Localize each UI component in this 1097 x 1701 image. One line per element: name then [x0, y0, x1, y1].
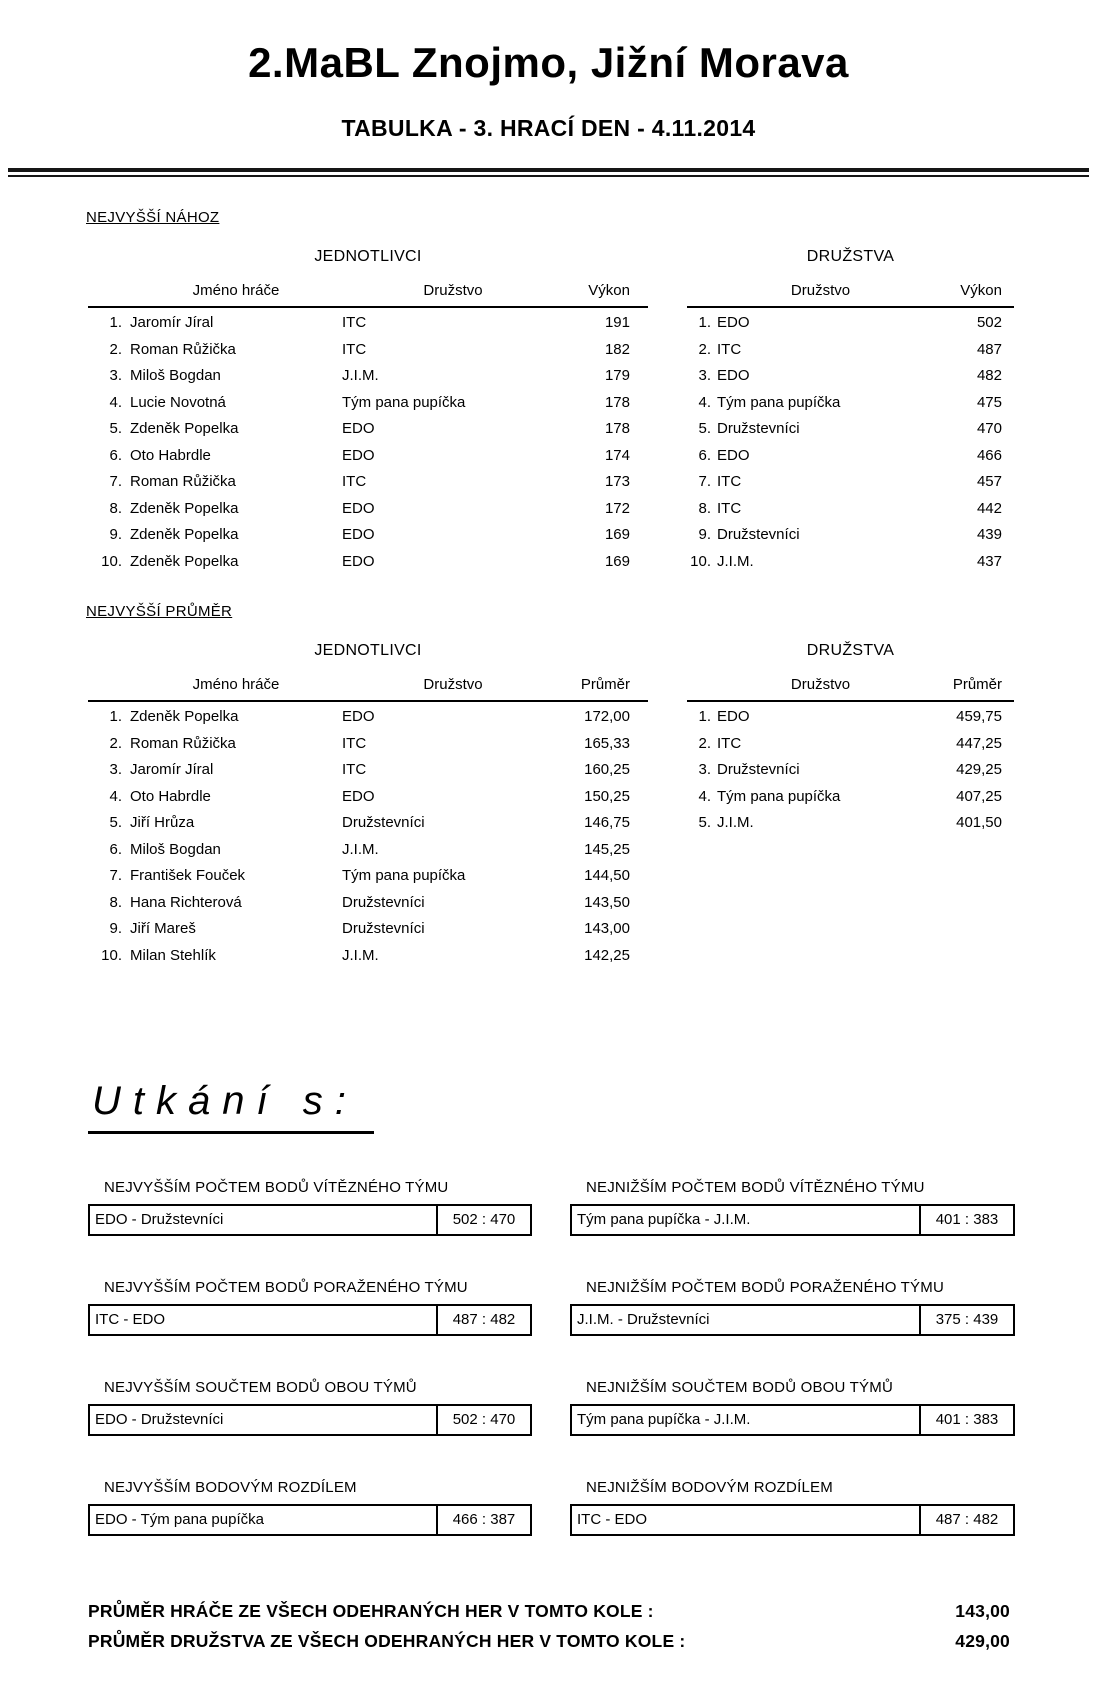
- match-teams: EDO - Družstevníci: [95, 1211, 224, 1229]
- table-row: [88, 837, 648, 864]
- table-row: [88, 890, 648, 917]
- cell-team: ITC: [717, 473, 742, 491]
- table-header-row: [687, 676, 1014, 702]
- table-row: [88, 549, 648, 576]
- cell-value: 447,25: [956, 734, 1002, 752]
- table-row: [88, 443, 648, 470]
- cell-player-name: Jiří Hrůza: [130, 814, 195, 832]
- cell-rank: 5.: [109, 420, 122, 438]
- cell-rank: 1.: [698, 314, 711, 332]
- table-row: [88, 337, 648, 364]
- cell-team: J.I.M.: [717, 552, 754, 570]
- page-title: 2.MaBL Znojmo, Jižní Morava: [248, 39, 849, 86]
- cell-value: 150,25: [584, 787, 630, 805]
- cell-team: Tým pana pupíčka: [342, 867, 466, 885]
- match-stat-box: [88, 1404, 532, 1436]
- table-title-teams: DRUŽSTVA: [806, 248, 895, 266]
- cell-value: 407,25: [956, 787, 1002, 805]
- cell-rank: 8.: [109, 893, 122, 911]
- match-stat: [570, 1180, 1015, 1236]
- cell-player-name: Jaromír Jíral: [130, 761, 214, 779]
- cell-rank: 7.: [698, 473, 711, 491]
- column-header-value: Výkon: [960, 282, 1002, 300]
- cell-player-name: Roman Růžička: [130, 340, 236, 358]
- table-header-row: [88, 676, 648, 702]
- table-row: [88, 522, 648, 549]
- match-stat-box: [570, 1404, 1015, 1436]
- cell-team: EDO: [342, 420, 375, 438]
- cell-team: ITC: [717, 499, 742, 517]
- cell-value: 442: [976, 499, 1002, 517]
- cell-team: J.I.M.: [342, 840, 379, 858]
- header-rank-spacer: [88, 282, 122, 299]
- cell-rank: 6.: [109, 840, 122, 858]
- match-teams: Tým pana pupíčka - J.I.M.: [577, 1211, 751, 1229]
- cell-value: 475: [976, 393, 1002, 411]
- cell-value: 178: [604, 420, 630, 438]
- cell-player-name: Milan Stehlík: [130, 946, 216, 964]
- cell-team: EDO: [342, 526, 375, 544]
- cell-player-name: Lucie Novotná: [130, 393, 226, 411]
- table-title-individuals: JEDNOTLIVCI: [314, 642, 422, 660]
- cell-value: 172: [604, 499, 630, 517]
- table-header-row: [687, 282, 1014, 308]
- cell-value: 142,25: [584, 946, 630, 964]
- cell-player-name: Oto Habrdle: [130, 787, 211, 805]
- nahoz-teams-table: [687, 248, 1014, 575]
- table-row: [88, 363, 648, 390]
- table-body: [687, 702, 1014, 837]
- match-stat: [88, 1380, 532, 1436]
- cell-team: Tým pana pupíčka: [342, 393, 466, 411]
- cell-team: ITC: [342, 473, 367, 491]
- cell-rank: 9.: [109, 526, 122, 544]
- cell-player-name: Miloš Bogdan: [130, 367, 221, 385]
- match-stat-label: NEJNIŽŠÍM SOUČTEM BODŮ OBOU TÝMŮ: [586, 1379, 893, 1397]
- cell-rank: 5.: [698, 814, 711, 832]
- table-row: [88, 310, 648, 337]
- table-row: [88, 731, 648, 758]
- match-stat-label: NEJNIŽŠÍM POČTEM BODŮ VÍTĚZNÉHO TÝMU: [586, 1179, 925, 1197]
- match-score: 487 : 482: [919, 1506, 1013, 1534]
- match-stat-box: [88, 1204, 532, 1236]
- cell-team: ITC: [342, 340, 367, 358]
- table-row: [687, 757, 1014, 784]
- cell-team: ITC: [717, 734, 742, 752]
- cell-player-name: Roman Růžička: [130, 473, 236, 491]
- cell-value: 437: [976, 552, 1002, 570]
- cell-player-name: Jiří Mareš: [130, 920, 196, 938]
- cell-rank: 10.: [690, 552, 711, 570]
- match-teams: ITC - EDO: [95, 1311, 165, 1329]
- cell-team: Družstevníci: [717, 761, 800, 779]
- cell-team: Družstevníci: [717, 526, 800, 544]
- table-row: [687, 549, 1014, 576]
- table-row: [88, 704, 648, 731]
- cell-value: 169: [604, 552, 630, 570]
- cell-team: EDO: [342, 552, 375, 570]
- match-teams: ITC - EDO: [577, 1511, 647, 1529]
- cell-rank: 9.: [698, 526, 711, 544]
- table-header-row: [88, 282, 648, 308]
- utkani-stats-grid: [88, 1180, 1097, 1536]
- column-header-name: Jméno hráče: [192, 676, 280, 694]
- cell-team: Tým pana pupíčka: [717, 787, 841, 805]
- cell-value: 459,75: [956, 708, 1002, 726]
- cell-rank: 4.: [109, 393, 122, 411]
- table-row: [687, 443, 1014, 470]
- summary-row: [88, 1626, 1010, 1656]
- match-teams: J.I.M. - Družstevníci: [577, 1311, 710, 1329]
- match-stat-box: [88, 1304, 532, 1336]
- cell-player-name: Roman Růžička: [130, 734, 236, 752]
- cell-value: 143,00: [584, 920, 630, 938]
- summary-label: PRŮMĚR HRÁČE ZE VŠECH ODEHRANÝCH HER V TOMTO KOLE :: [88, 1601, 654, 1622]
- match-teams: Tým pana pupíčka - J.I.M.: [577, 1411, 751, 1429]
- table-body: [88, 308, 648, 575]
- match-stat-box: [570, 1304, 1015, 1336]
- cell-rank: 5.: [109, 814, 122, 832]
- cell-rank: 3.: [698, 761, 711, 779]
- double-rule-divider: [8, 168, 1089, 177]
- cell-value: 502: [976, 314, 1002, 332]
- table-row: [88, 943, 648, 970]
- cell-team: EDO: [342, 446, 375, 464]
- table-row: [88, 757, 648, 784]
- cell-rank: 4.: [698, 787, 711, 805]
- cell-rank: 3.: [109, 367, 122, 385]
- header-rank-spacer: [88, 676, 122, 693]
- cell-team: EDO: [342, 499, 375, 517]
- cell-rank: 2.: [698, 734, 711, 752]
- cell-value: 439: [976, 526, 1002, 544]
- cell-player-name: Zdeněk Popelka: [130, 552, 239, 570]
- column-header-value: Výkon: [588, 282, 630, 300]
- cell-value: 191: [604, 314, 630, 332]
- cell-value: 179: [604, 367, 630, 385]
- summary-row: [88, 1596, 1010, 1626]
- summary-value: 429,00: [955, 1631, 1010, 1652]
- table-row: [687, 390, 1014, 417]
- section-heading-nahoz: NEJVYŠŠÍ NÁHOZ: [86, 209, 220, 227]
- cell-team: ITC: [342, 761, 367, 779]
- match-teams: EDO - Družstevníci: [95, 1411, 224, 1429]
- match-teams: EDO - Tým pana pupíčka: [95, 1511, 264, 1529]
- cell-team: EDO: [342, 708, 375, 726]
- cell-team: J.I.M.: [717, 814, 754, 832]
- cell-player-name: František Fouček: [130, 867, 246, 885]
- cell-value: 145,25: [584, 840, 630, 858]
- cell-team: Družstevníci: [717, 420, 800, 438]
- header-rank-spacer: [687, 676, 711, 693]
- cell-value: 172,00: [584, 708, 630, 726]
- match-stat: [88, 1180, 532, 1236]
- section-heading-prumer: NEJVYŠŠÍ PRŮMĚR: [86, 603, 233, 621]
- match-score: 502 : 470: [436, 1206, 530, 1234]
- cell-player-name: Zdeněk Popelka: [130, 526, 239, 544]
- table-row: [88, 863, 648, 890]
- cell-rank: 5.: [698, 420, 711, 438]
- table-row: [88, 390, 648, 417]
- match-stat-label: NEJNIŽŠÍM BODOVÝM ROZDÍLEM: [586, 1479, 833, 1497]
- match-score: 401 : 383: [919, 1406, 1013, 1434]
- cell-value: 169: [604, 526, 630, 544]
- match-score: 466 : 387: [436, 1506, 530, 1534]
- match-stat: [570, 1280, 1015, 1336]
- match-stat-box: [88, 1504, 532, 1536]
- column-header-team: Družstvo: [790, 676, 851, 694]
- match-score: 502 : 470: [436, 1406, 530, 1434]
- table-row: [687, 784, 1014, 811]
- table-body: [687, 308, 1014, 575]
- table-row: [687, 810, 1014, 837]
- column-header-team: Družstvo: [790, 282, 851, 300]
- match-stat-label: NEJVYŠŠÍM BODOVÝM ROZDÍLEM: [104, 1479, 357, 1497]
- cell-rank: 8.: [698, 499, 711, 517]
- header-rank-spacer: [687, 282, 711, 299]
- cell-rank: 2.: [109, 340, 122, 358]
- table-row: [88, 810, 648, 837]
- cell-rank: 10.: [101, 552, 122, 570]
- cell-player-name: Zdeněk Popelka: [130, 499, 239, 517]
- summary: [88, 1596, 1010, 1656]
- table-title-teams: DRUŽSTVA: [806, 642, 895, 660]
- match-stat-label: NEJVYŠŠÍM SOUČTEM BODŮ OBOU TÝMŮ: [104, 1379, 417, 1397]
- cell-rank: 3.: [109, 761, 122, 779]
- prumer-tables: [88, 642, 1097, 969]
- cell-value: 470: [976, 420, 1002, 438]
- cell-team: EDO: [717, 367, 750, 385]
- prumer-teams-table: [687, 642, 1014, 969]
- match-stat: [570, 1380, 1015, 1436]
- summary-label: PRŮMĚR DRUŽSTVA ZE VŠECH ODEHRANÝCH HER V TOMTO KOLE :: [88, 1631, 686, 1652]
- cell-value: 146,75: [584, 814, 630, 832]
- cell-value: 165,33: [584, 734, 630, 752]
- match-stat: [570, 1480, 1015, 1536]
- cell-team: EDO: [717, 314, 750, 332]
- cell-value: 174: [604, 446, 630, 464]
- cell-rank: 10.: [101, 946, 122, 964]
- table-row: [687, 522, 1014, 549]
- cell-player-name: Zdeněk Popelka: [130, 420, 239, 438]
- table-row: [687, 310, 1014, 337]
- table-title-individuals: JEDNOTLIVCI: [314, 248, 422, 266]
- match-stat-box: [570, 1204, 1015, 1236]
- cell-team: Družstevníci: [342, 920, 425, 938]
- match-stat: [88, 1480, 532, 1536]
- cell-rank: 9.: [109, 920, 122, 938]
- cell-rank: 8.: [109, 499, 122, 517]
- cell-value: 466: [976, 446, 1002, 464]
- table-row: [687, 363, 1014, 390]
- column-header-name: Jméno hráče: [192, 282, 280, 300]
- match-stat-box: [570, 1504, 1015, 1536]
- cell-team: Družstevníci: [342, 814, 425, 832]
- summary-value: 143,00: [955, 1601, 1010, 1622]
- cell-rank: 1.: [698, 708, 711, 726]
- table-row: [687, 469, 1014, 496]
- match-score: 487 : 482: [436, 1306, 530, 1334]
- table-row: [687, 337, 1014, 364]
- prumer-individuals-table: [88, 642, 648, 969]
- column-header-team: Družstvo: [423, 282, 483, 300]
- cell-player-name: Jaromír Jíral: [130, 314, 214, 332]
- match-stat: [88, 1280, 532, 1336]
- column-header-value: Průměr: [952, 676, 1002, 694]
- cell-value: 457: [976, 473, 1002, 491]
- cell-rank: 7.: [109, 867, 122, 885]
- cell-player-name: Miloš Bogdan: [130, 840, 221, 858]
- cell-team: EDO: [717, 708, 750, 726]
- table-body: [88, 702, 648, 969]
- utkani-heading: Utkání s:: [88, 1081, 374, 1134]
- match-stat-label: NEJVYŠŠÍM POČTEM BODŮ VÍTĚZNÉHO TÝMU: [104, 1179, 449, 1197]
- cell-rank: 7.: [109, 473, 122, 491]
- table-row: [88, 469, 648, 496]
- cell-rank: 6.: [698, 446, 711, 464]
- nahoz-tables: [88, 248, 1097, 575]
- cell-team: ITC: [342, 314, 367, 332]
- cell-team: J.I.M.: [342, 367, 379, 385]
- cell-team: EDO: [717, 446, 750, 464]
- cell-team: Tým pana pupíčka: [717, 393, 841, 411]
- table-row: [687, 731, 1014, 758]
- cell-rank: 1.: [109, 708, 122, 726]
- match-stat-label: NEJVYŠŠÍM POČTEM BODŮ PORAŽENÉHO TÝMU: [104, 1279, 468, 1297]
- table-row: [687, 496, 1014, 523]
- match-stat-label: NEJNIŽŠÍM POČTEM BODŮ PORAŽENÉHO TÝMU: [586, 1279, 944, 1297]
- match-score: 375 : 439: [919, 1306, 1013, 1334]
- cell-rank: 1.: [109, 314, 122, 332]
- cell-team: J.I.M.: [342, 946, 379, 964]
- cell-value: 182: [604, 340, 630, 358]
- cell-rank: 3.: [698, 367, 711, 385]
- cell-value: 143,50: [584, 893, 630, 911]
- cell-rank: 4.: [698, 393, 711, 411]
- cell-value: 144,50: [584, 867, 630, 885]
- column-header-value: Průměr: [580, 676, 630, 694]
- table-row: [88, 916, 648, 943]
- cell-rank: 2.: [109, 734, 122, 752]
- cell-value: 160,25: [584, 761, 630, 779]
- cell-player-name: Hana Richterová: [130, 893, 242, 911]
- table-row: [687, 704, 1014, 731]
- cell-value: 401,50: [956, 814, 1002, 832]
- match-score: 401 : 383: [919, 1206, 1013, 1234]
- nahoz-individuals-table: [88, 248, 648, 575]
- cell-player-name: Zdeněk Popelka: [130, 708, 239, 726]
- cell-team: EDO: [342, 787, 375, 805]
- cell-value: 429,25: [956, 761, 1002, 779]
- cell-rank: 2.: [698, 340, 711, 358]
- table-row: [687, 416, 1014, 443]
- cell-value: 487: [976, 340, 1002, 358]
- table-row: [88, 784, 648, 811]
- cell-value: 482: [976, 367, 1002, 385]
- cell-rank: 4.: [109, 787, 122, 805]
- cell-team: ITC: [717, 340, 742, 358]
- table-row: [88, 496, 648, 523]
- cell-rank: 6.: [109, 446, 122, 464]
- cell-value: 173: [604, 473, 630, 491]
- cell-player-name: Oto Habrdle: [130, 446, 211, 464]
- cell-value: 178: [604, 393, 630, 411]
- cell-team: ITC: [342, 734, 367, 752]
- column-header-team: Družstvo: [423, 676, 483, 694]
- page-subtitle: TABULKA - 3. HRACÍ DEN - 4.11.2014: [341, 115, 756, 142]
- cell-team: Družstevníci: [342, 893, 425, 911]
- table-row: [88, 416, 648, 443]
